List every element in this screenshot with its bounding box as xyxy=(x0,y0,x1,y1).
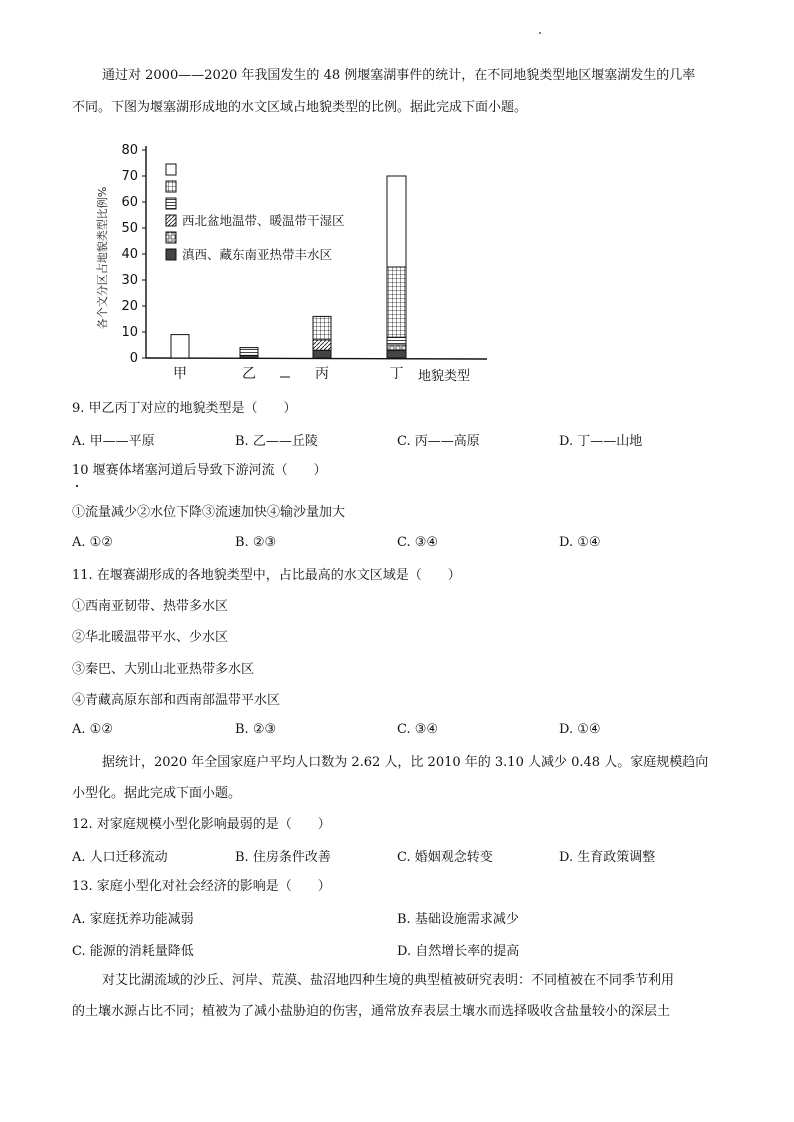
y-tick-label: 80 xyxy=(121,143,138,158)
q12-option-d[interactable]: D. 生育政策调整 xyxy=(559,850,656,865)
q10-option-c[interactable]: C. ③④ xyxy=(397,535,439,550)
legend-swatch-squares xyxy=(166,232,176,243)
q13-option-c[interactable]: C. 能源的消耗量降低 xyxy=(72,944,194,959)
q10-option-b[interactable]: B. ②③ xyxy=(235,535,277,550)
q13-options-row1 xyxy=(72,908,722,928)
q12-option-c[interactable]: C. 婚姻观念转变 xyxy=(397,850,493,865)
y-tick-label: 60 xyxy=(121,195,138,210)
q9-option-d[interactable]: D. 丁——山地 xyxy=(559,434,643,449)
q11-option-a[interactable]: A. ①② xyxy=(72,722,113,737)
y-tick-label: 50 xyxy=(121,221,138,236)
scan-dot-2 xyxy=(76,485,78,487)
q11-option-d[interactable]: D. ①④ xyxy=(559,722,601,737)
q10-option-a[interactable]: A. ①② xyxy=(72,535,113,550)
q11-option-b[interactable]: B. ②③ xyxy=(235,722,277,737)
q12-stem: 12. 对家庭规模小型化影响最弱的是（ ） xyxy=(72,817,331,832)
q10-item-1: ①流量减少②水位下降③流速加快④输沙量加大 xyxy=(72,505,346,520)
bar-segment-丁-dark xyxy=(387,350,406,358)
q11-item-2: ②华北暖温带平水、少水区 xyxy=(72,630,229,645)
x-category-label: 乙 xyxy=(242,366,256,382)
legend-swatch-grid xyxy=(166,181,176,192)
bar-segment-丙-hatch xyxy=(313,340,331,350)
legend-label: 滇西、藏东南亚热带丰水区 xyxy=(182,247,333,262)
q9-option-a[interactable]: A. 甲——平原 xyxy=(72,434,155,449)
q10-option-d[interactable]: D. ①④ xyxy=(559,535,601,550)
q13-stem: 13. 家庭小型化对社会经济的影响是（ ） xyxy=(72,879,331,894)
q11-item-3: ③秦巴、大别山北亚热带多水区 xyxy=(72,662,255,677)
intro3-line2: 的土壤水源占比不同；植被为了减小盐胁迫的伤害，通常放弃表层土壤水而选择吸收含盐量较小的深层土 xyxy=(72,1004,671,1019)
bar-segment-丁-grid xyxy=(387,267,406,337)
q13-option-b[interactable]: B. 基础设施需求减少 xyxy=(397,912,519,927)
legend-swatch-horizontal xyxy=(166,198,176,209)
scan-dot xyxy=(539,32,541,34)
q12-options xyxy=(72,846,722,866)
q11-options xyxy=(72,722,722,742)
intro3-line1: 对艾比湖流域的沙丘、河岸、荒漠、盐沼地四种生境的典型植被研究表明：不同植被在不同季节利用 xyxy=(102,973,675,988)
q12-option-a[interactable]: A. 人口迁移流动 xyxy=(72,850,168,865)
q13-option-a[interactable]: A. 家庭抚养功能减弱 xyxy=(72,912,194,927)
bar-segment-甲-blank xyxy=(171,335,189,358)
bar-segment-丁-squares xyxy=(387,345,406,350)
y-tick-label: 0 xyxy=(129,351,138,366)
q12-option-b[interactable]: B. 住房条件改善 xyxy=(235,850,331,865)
q13-options-row2 xyxy=(72,940,722,960)
q11-option-c[interactable]: C. ③④ xyxy=(397,722,439,737)
x-category-label: 丁 xyxy=(389,366,404,382)
legend-label: 西北盆地温带、暖温带干湿区 xyxy=(182,213,345,228)
q11-item-4: ④青藏高原东部和西南部温带平水区 xyxy=(72,693,281,708)
y-tick-label: 70 xyxy=(121,169,138,184)
legend-swatch-hatch xyxy=(166,215,176,226)
x-category-label: 丙 xyxy=(315,366,329,382)
q9-option-b[interactable]: B. 乙——丘陵 xyxy=(235,434,318,449)
landform-bar-chart xyxy=(92,138,512,388)
x-category-label: 甲 xyxy=(173,366,187,382)
q11-item-1: ①西南亚韧带、热带多水区 xyxy=(72,599,229,614)
q10-stem: 10 堰赛体堵塞河道后导致下游河流（ ） xyxy=(72,463,327,478)
intro1-line2: 不同。下图为堰塞湖形成地的水文区域占地貌类型的比例。据此完成下面小题。 xyxy=(72,100,528,115)
intro1-line1: 通过对 2000——2020 年我国发生的 48 例堰塞湖事件的统计，在不同地貌类型地区堰塞湖发生的几率 xyxy=(102,68,696,83)
legend-swatch-dark xyxy=(166,249,176,260)
chart-ylabel: 各个文分区占地貌类型比例% xyxy=(96,186,109,330)
y-tick-label: 40 xyxy=(121,247,138,262)
intro2-line1: 据统计，2020 年全国家庭户平均人口数为 2.62 人，比 2010 年的 3.10 人减少 0.48 人。家庭规模趋向 xyxy=(102,755,709,770)
bar-segment-丙-grid xyxy=(313,316,331,339)
y-tick-label: 30 xyxy=(121,273,138,288)
bar-segment-丁-horizontal xyxy=(387,337,406,345)
bar-segment-乙-horizontal xyxy=(240,348,258,356)
bar-segment-丁-blank xyxy=(387,176,406,267)
q9-stem: 9. 甲乙丙丁对应的地貌类型是（ ） xyxy=(72,401,297,416)
intro2-line2: 小型化。据此完成下面小题。 xyxy=(72,786,242,801)
y-tick-label: 10 xyxy=(121,325,138,340)
legend-swatch-blank xyxy=(166,164,176,175)
y-tick-label: 20 xyxy=(121,299,138,314)
q13-option-d[interactable]: D. 自然增长率的提高 xyxy=(397,944,520,959)
q9-options xyxy=(72,430,722,450)
q9-option-c[interactable]: C. 丙——高原 xyxy=(397,434,480,449)
bar-segment-丙-dark xyxy=(313,350,331,358)
q11-stem: 11. 在堰赛湖形成的各地貌类型中，占比最高的水文区域是（ ） xyxy=(72,568,461,583)
chart-xlabel: 地貌类型 xyxy=(418,369,471,384)
q10-options xyxy=(72,535,722,555)
